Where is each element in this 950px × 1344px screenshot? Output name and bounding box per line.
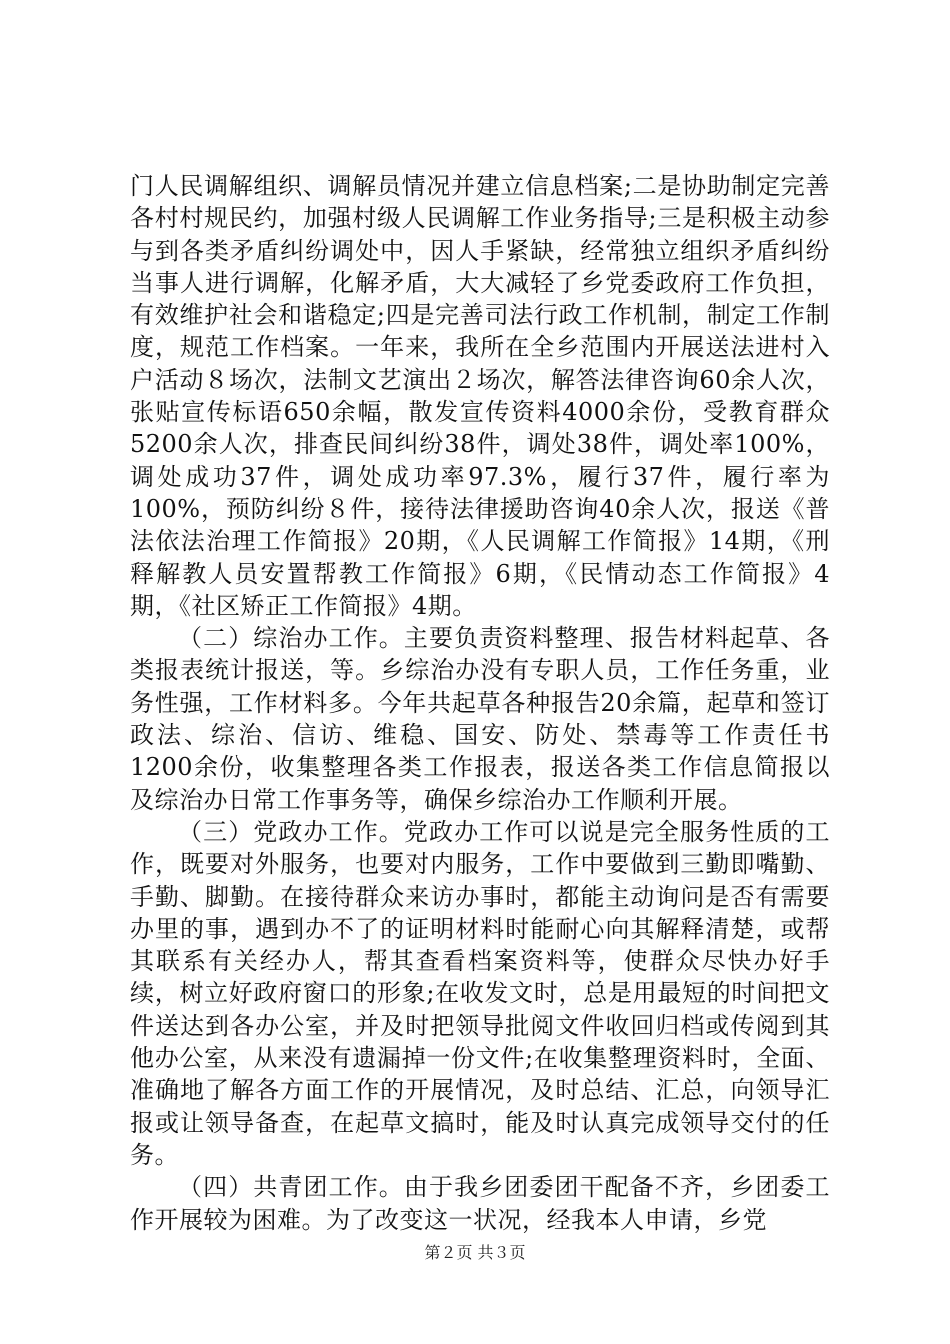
paragraph-judicial-work: 门人民调解组织、调解员情况并建立信息档案;二是协助制定完善各村村规民约，加强村级人民调解工作业务指导;三是积极主动参与到各类矛盾纠纷调处中，因人手紧缺，经常独立组织矛盾纠纷当事人进行调解，化解矛盾，大大减轻了乡党委政府工作负担，有效维护社会和谐稳定;四是完善司法行政工作机制，制定工作制度，规范工作档案。一年来，我所在全乡范围内开展送法进村入户活动８场次，法制文艺演出２场次，解答法律咨询60余人次，张贴宣传标语650余幅，散发宣传资料4000余份，受教育群众5200余人次，排查民间纠纷38件，调处38件，调处率100%，调处成功37件，调处成功率97.3%，履行37件，履行率为100%，预防纠纷８件，接待法律援助咨询40余人次，报送《普法依法治理工作简报》20期，《人民调解工作简报》14期，《刑释解教人员安置帮教工作简报》6期，《民情动态工作简报》4期，《社区矫正工作简报》4期。: [130, 172, 830, 620]
paragraph-youth-league: （四）共青团工作。由于我乡团委团干配备不齐，乡团委工作开展较为困难。为了改变这一状况，经我本人申请，乡党: [130, 1173, 830, 1234]
page-number-footer: 第２页 共３页: [424, 1243, 526, 1262]
paragraph-party-government-office: （三）党政办工作。党政办工作可以说是完全服务性质的工作，既要对外服务，也要对内服务，工作中要做到三勤即嘴勤、手勤、脚勤。在接待群众来访办事时，都能主动询问是否有需要办里的事，遇到办不了的证明材料时能耐心向其解释清楚，或帮其联系有关经办人，帮其查看档案资料等，使群众尽快办好手续，树立好政府窗口的形象;在收发文时，总是用最短的时间把文件送达到各办公室，并及时把领导批阅文件收回归档或传阅到其他办公室，从来没有遗漏掉一份文件;在收集整理资料时，全面、准确地了解各方面工作的开展情况，及时总结、汇总，向领导汇报或让领导备查，在起草文搞时，能及时认真完成领导交付的任务。: [130, 817, 830, 1169]
document-body: [130, 170, 830, 1236]
paragraph-comprehensive-office: （二）综治办工作。主要负责资料整理、报告材料起草、各类报表统计报送，等。乡综治办没有专职人员，工作任务重，业务性强，工作材料多。今年共起草各种报告20余篇，起草和签订政法、综治、信访、维稳、国安、防处、禁毒等工作责任书1200余份，收集整理各类工作报表，报送各类工作信息简报以及综治办日常工作事务等，确保乡综治办工作顺利开展。: [130, 624, 830, 814]
